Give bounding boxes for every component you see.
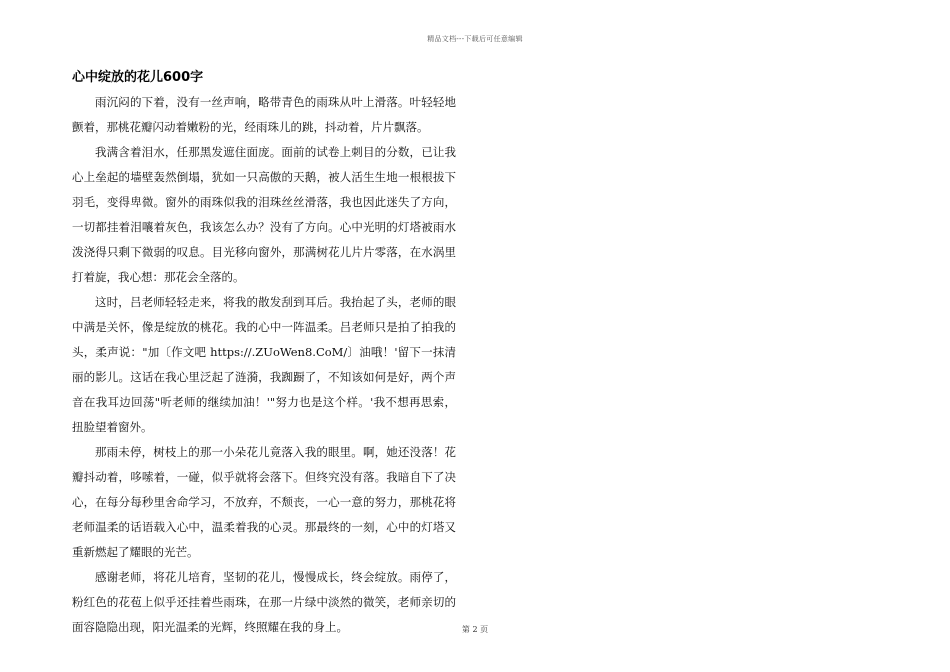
page-header: 精品文档---下载后可任意编辑 (427, 35, 523, 43)
paragraph: 我满含着泪水，任那黑发遮住面庞。面前的试卷上刺目的分数，已让我心上垒起的墙壁轰然倒塌，犹如一只高傲的天鹅，被人活生生地一根根拔下羽毛，变得卑微。窗外的雨珠似我的泪珠丝丝滑落，我也因此迷失了方向，一切都挂着泪嚷着灰色，我该怎么办？没有了方向。心中光明的灯塔被雨水泼浇得只剩下微弱的叹息。目光移向窗外，那满树花儿片片零落，在水涡里打着旋，我心想：那花会全落的。 (72, 145, 456, 284)
page-number: 第 2 页 (461, 625, 489, 634)
document-title: 心中绽放的花儿600字 (72, 70, 204, 85)
paragraph: 那雨未停，树枝上的那一小朵花儿竟落入我的眼里。啊，她还没落！花瓣抖动着，哆嗦着，一碰，似乎就将会落下。但终究没有落。我暗自下了决心，在每分每秒里舍命学习，不放弃，不颓丧，一心一意的努力，那桃花将老师温柔的话语载入心中，温柔着我的心灵。那最终的一刻，心中的灯塔又重新燃起了耀眼的光芒。 (72, 445, 456, 559)
paragraph: 感谢老师，将花儿培育，坚韧的花儿，慢慢成长，终会绽放。雨停了，粉红色的花苞上似乎还挂着些雨珠，在那一片绿中淡然的微笑，老师亲切的面容隐隐出现，阳光温柔的光辉，终照耀在我的身上。 (72, 570, 456, 634)
paragraph: 这时，吕老师轻轻走来，将我的散发刮到耳后。我抬起了头，老师的眼中满是关怀，像是绽放的桃花。我的心中一阵温柔。吕老师只是拍了拍我的头，柔声说："加〔作文吧 https://.ZUoWen8.CoM/〕油哦！'留下一抹清丽的影儿。这话在我心里泛起了涟漪，我踟蹰了，不知该如何是好，两个声音在我耳边回荡"听老师的继续加油！'"努力也是这个样。'我不想再思索，扭脸望着窗外。 (72, 295, 456, 434)
paragraph: 雨沉闷的下着，没有一丝声响，略带青色的雨珠从叶上滑落。叶轻轻地颤着，那桃花瓣闪动着嫩粉的光，经雨珠儿的跳，抖动着，片片飘落。 (72, 95, 456, 134)
document-body (72, 90, 456, 640)
